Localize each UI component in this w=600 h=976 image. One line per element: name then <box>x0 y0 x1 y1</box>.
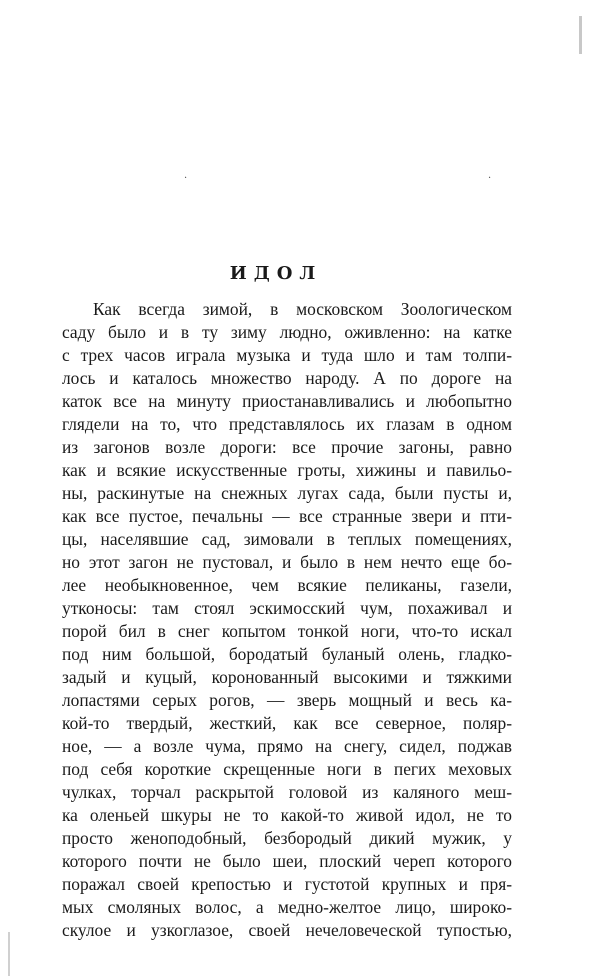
text-line: которого почти не было шеи, плоский череп которого <box>62 851 512 871</box>
text-line: цы, населявшие сад, зимовали в теплых помещениях, <box>62 529 512 549</box>
text-line: просто женоподобный, безбородый дикий мужик, у <box>62 828 512 848</box>
scan-edge-mark-bottom <box>8 932 10 976</box>
story-text <box>62 298 512 942</box>
print-mark-right: · <box>488 173 492 184</box>
text-line: мых смоляных волос, а медно-желтое лицо, широко- <box>62 897 512 917</box>
text-line: каток все на минуту приостанавливались и любопытно <box>62 391 512 411</box>
text-line: саду было и в ту зиму людно, оживленно: на катке <box>62 322 512 342</box>
text-line: под себя короткие скрещенные ноги в пегих меховых <box>62 759 512 779</box>
text-line: лопастями серых рогов, — зверь мощный и весь ка- <box>62 690 512 710</box>
text-line: утконосы: там стоял эскимосский чум, похаживал и <box>62 598 512 618</box>
text-line: чулках, торчал раскрытой головой из каляного меш- <box>62 782 512 802</box>
text-line: под ним большой, бородатый буланый олень, гладко- <box>62 644 512 664</box>
text-line: ное, — а возле чума, прямо на снегу, сидел, поджав <box>62 736 512 756</box>
scan-edge-mark <box>579 16 582 54</box>
text-line: как и всякие искусственные гроты, хижины и павильо- <box>62 460 512 480</box>
text-line: но этот загон не пустовал, и было в нем нечто еще бо- <box>62 552 512 572</box>
text-line: ны, раскинутые на снежных лугах сада, были пусты и, <box>62 483 512 503</box>
text-line: с трех часов играла музыка и туда шло и там толпи- <box>62 345 512 365</box>
text-line: лось и каталось множество народу. А по дороге на <box>62 368 512 388</box>
story-title: ИДОЛ <box>229 263 323 284</box>
print-mark-left: · <box>184 173 188 184</box>
text-line: глядели на то, что представлялось их глазам в одном <box>62 414 512 434</box>
text-line: скулое и узкоглазое, своей нечеловеческой тупостью, <box>62 920 512 940</box>
text-line: лее необыкновенное, чем всякие пеликаны, газели, <box>62 575 512 595</box>
text-line: кой-то твердый, жесткий, как все северное, поляр- <box>62 713 512 733</box>
text-line: как все пустое, печальны — все странные звери и пти- <box>62 506 512 526</box>
text-line: порой бил в снег копытом тонкой ноги, что-то искал <box>62 621 512 641</box>
text-line: из загонов возле дороги: все прочие загоны, равно <box>62 437 512 457</box>
text-line: ка оленьей шкуры не то какой-то живой идол, не то <box>62 805 512 825</box>
text-line: задый и куцый, коронованный высокими и тяжкими <box>62 667 512 687</box>
text-line: Как всегда зимой, в московском Зоологическом <box>93 299 512 319</box>
text-line: поражал своей крепостью и густотой крупных и пря- <box>62 874 512 894</box>
